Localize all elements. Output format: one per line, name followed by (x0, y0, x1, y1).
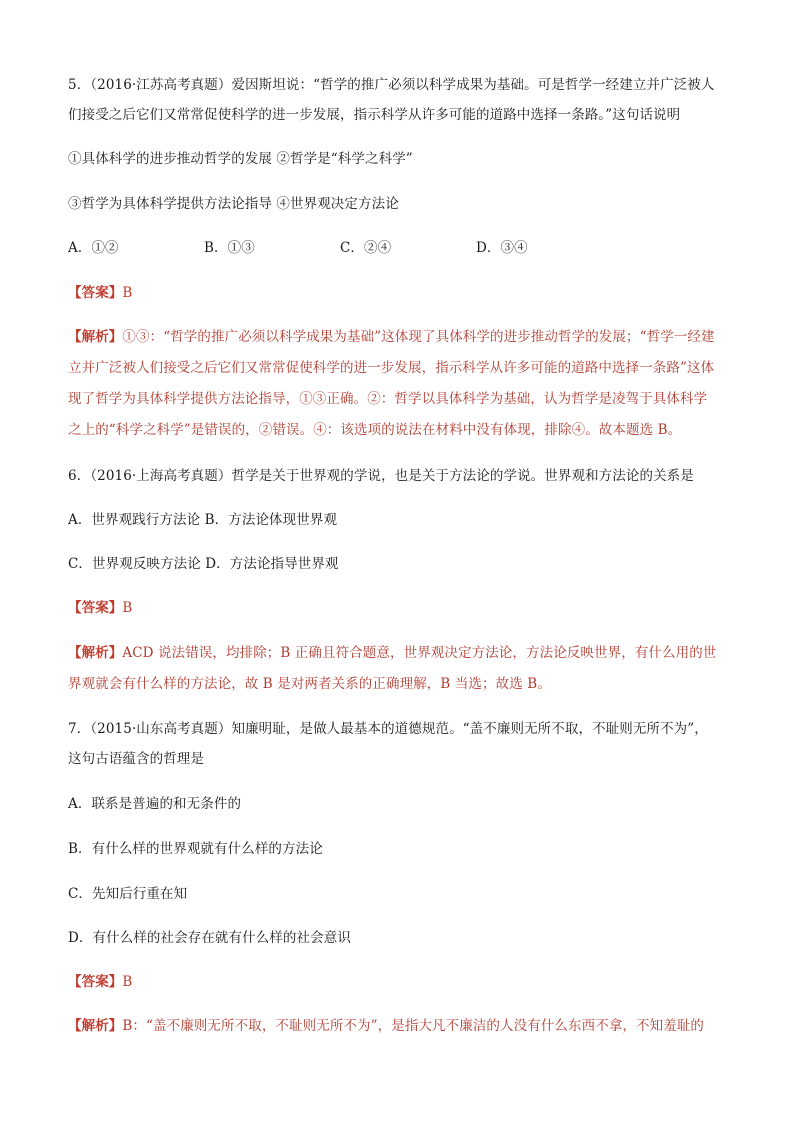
q7-option-c: C．先知后行重在知 (68, 886, 188, 902)
q5-option-d: D．③④ (476, 240, 528, 256)
q5-options (68, 242, 728, 256)
q6-stem-line-1: 6．（2016·上海高考真题）哲学是关于世界观的学说，也是关于方法论的学说。世界观和方法论的关系是 (68, 468, 694, 484)
q6-analysis-line-2: 界观就会有什么样的方法论，故 B 是对两者关系的正确理解，B 当选；故选 B。 (68, 676, 551, 692)
q5-stem-line-1: 5．（2016·江苏高考真题）爱因斯坦说：“哲学的推广必须以科学成果为基础。可是哲学一经建立并广泛被人 (68, 77, 715, 93)
q5-analysis-tag: 【解析】 (68, 329, 123, 345)
q7-answer-value: B (122, 974, 133, 990)
q7-option-d: D．有什么样的社会存在就有什么样的社会意识 (68, 930, 351, 946)
q5-analysis-line-1 (68, 331, 728, 345)
q5-analysis-text-1: ①③：“哲学的推广必须以科学成果为基础”这体现了具体科学的进步推动哲学的发展；“哲学一经建 (122, 329, 715, 345)
q6-answer-value: B (122, 600, 133, 616)
q7-answer-tag: 【答案】 (68, 974, 123, 990)
q6-analysis-tag: 【解析】 (68, 645, 123, 661)
q5-answer-tag: 【答案】 (68, 285, 123, 301)
q5-item-line-1: ①具体科学的进步推动哲学的发展 ②哲学是“科学之科学” (68, 151, 413, 167)
q5-stem-line-2: 们接受之后它们又常常促使科学的进一步发展，指示科学从许多可能的道路中选择一条路。”这句话说明 (68, 107, 681, 123)
q5-analysis-line-3: 现了哲学为具体科学提供方法论指导，①③正确。②：哲学以具体科学为基础，认为哲学是凌驾于具体科学 (68, 391, 708, 407)
q6-option-line-2: C．世界观反映方法论 D．方法论指导世界观 (68, 556, 339, 572)
q5-answer (68, 287, 728, 301)
q5-option-a: A．①② (68, 240, 119, 256)
q6-answer (68, 602, 728, 616)
q6-analysis-text-1: ACD 说法错误，均排除；B 正确且符合题意，世界观决定方法论，方法论反映世界，有什么用的世 (122, 645, 717, 661)
q7-answer (68, 976, 728, 990)
q7-option-a: A．联系是普遍的和无条件的 (68, 796, 242, 812)
q6-answer-tag: 【答案】 (68, 600, 123, 616)
q5-option-b: B．①③ (204, 240, 255, 256)
q5-analysis-line-2: 立并广泛被人们接受之后它们又常常促使科学的进一步发展，指示科学从许多可能的道路中选择一条路”这体 (68, 360, 715, 376)
q6-option-line-1: A．世界观践行方法论 B．方法论体现世界观 (68, 512, 338, 528)
q5-answer-value: B (122, 285, 133, 301)
q7-stem-line-1: 7．（2015·山东高考真题）知廉明耻，是做人最基本的道德规范。“盖不廉则无所不取，不耻则无所不为”， (68, 721, 708, 737)
q5-option-c: C．②④ (340, 240, 392, 256)
q5-item-line-2: ③哲学为具体科学提供方法论指导 ④世界观决定方法论 (68, 196, 399, 212)
q5-analysis-line-4: 之上的“科学之科学”是错误的，②错误。④：该选项的说法在材料中没有体现，排除④。故本题选 B。 (68, 422, 682, 438)
q7-analysis-tag: 【解析】 (68, 1018, 123, 1034)
q7-stem-line-2: 这句古语蕴含的哲理是 (68, 751, 204, 767)
q7-option-b: B．有什么样的世界观就有什么样的方法论 (68, 841, 323, 857)
q7-analysis-text-1: B：“盖不廉则无所不取，不耻则无所不为”，是指大凡不廉洁的人没有什么东西不拿，不知羞耻的 (122, 1018, 705, 1034)
q7-analysis-line-1 (68, 1020, 728, 1034)
q6-analysis-line-1 (68, 647, 728, 661)
